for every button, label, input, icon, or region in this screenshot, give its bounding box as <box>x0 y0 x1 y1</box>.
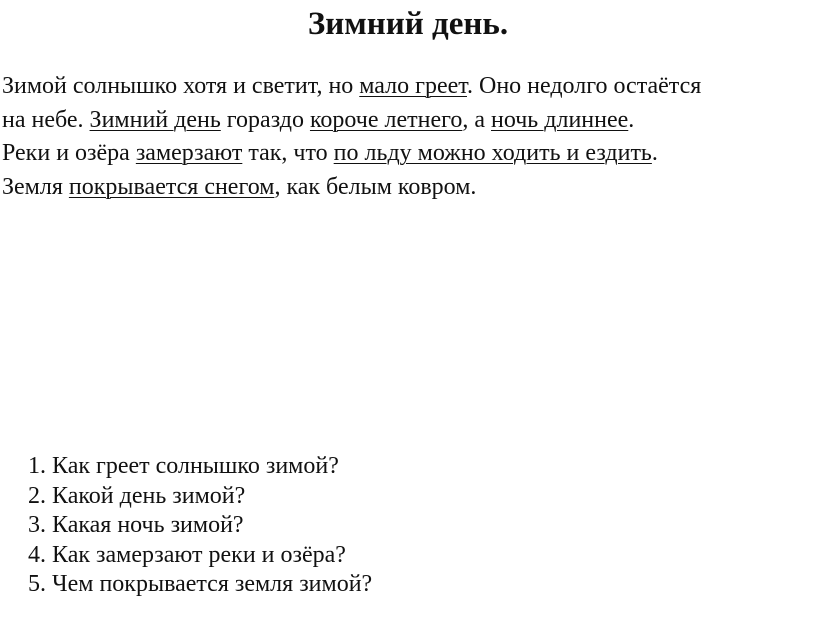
question-item: 1. Как греет солнышко зимой? <box>28 453 339 479</box>
question-item: 2. Какой день зимой? <box>28 482 246 509</box>
text-segment: Зимой солнышко хотя и светит, но <box>2 73 360 99</box>
text-segment: Реки и озёра <box>2 140 136 166</box>
underlined-phrase: по льду можно ходить и ездить <box>333 140 652 166</box>
text-segment: . <box>628 106 635 133</box>
text-line-4 <box>2 171 814 205</box>
underlined-phrase: покрывается снегом <box>68 173 275 200</box>
underlined-phrase: короче летнего <box>309 106 463 133</box>
text-segment: Земля <box>2 173 69 200</box>
question-item: 3. Какая ночь зимой? <box>28 512 244 538</box>
text-line-3 <box>2 137 814 171</box>
text-line-2 <box>2 104 814 138</box>
question-item: 5. Чем покрывается земля зимой? <box>28 571 373 597</box>
question-item: 4. Как замерзают реки и озёра? <box>28 541 346 568</box>
underlined-phrase: ночь длиннее <box>491 106 629 133</box>
text-segment: так, что <box>242 140 334 166</box>
underlined-phrase: мало греет <box>359 73 467 99</box>
text-segment: на небе. <box>2 106 90 133</box>
text-segment: . Оно недолго остаётся <box>466 73 702 99</box>
text-segment: , а <box>462 106 492 133</box>
text-line-1 <box>2 70 814 104</box>
text-segment: . <box>651 140 658 166</box>
questions-list <box>28 452 372 600</box>
underlined-phrase: замерзают <box>135 140 243 166</box>
text-segment: гораздо <box>220 106 310 133</box>
underlined-phrase: Зимний день <box>89 106 221 133</box>
story-text <box>2 70 814 204</box>
page-title: Зимний день. <box>307 6 509 42</box>
text-segment: , как белым ковром. <box>274 173 477 200</box>
